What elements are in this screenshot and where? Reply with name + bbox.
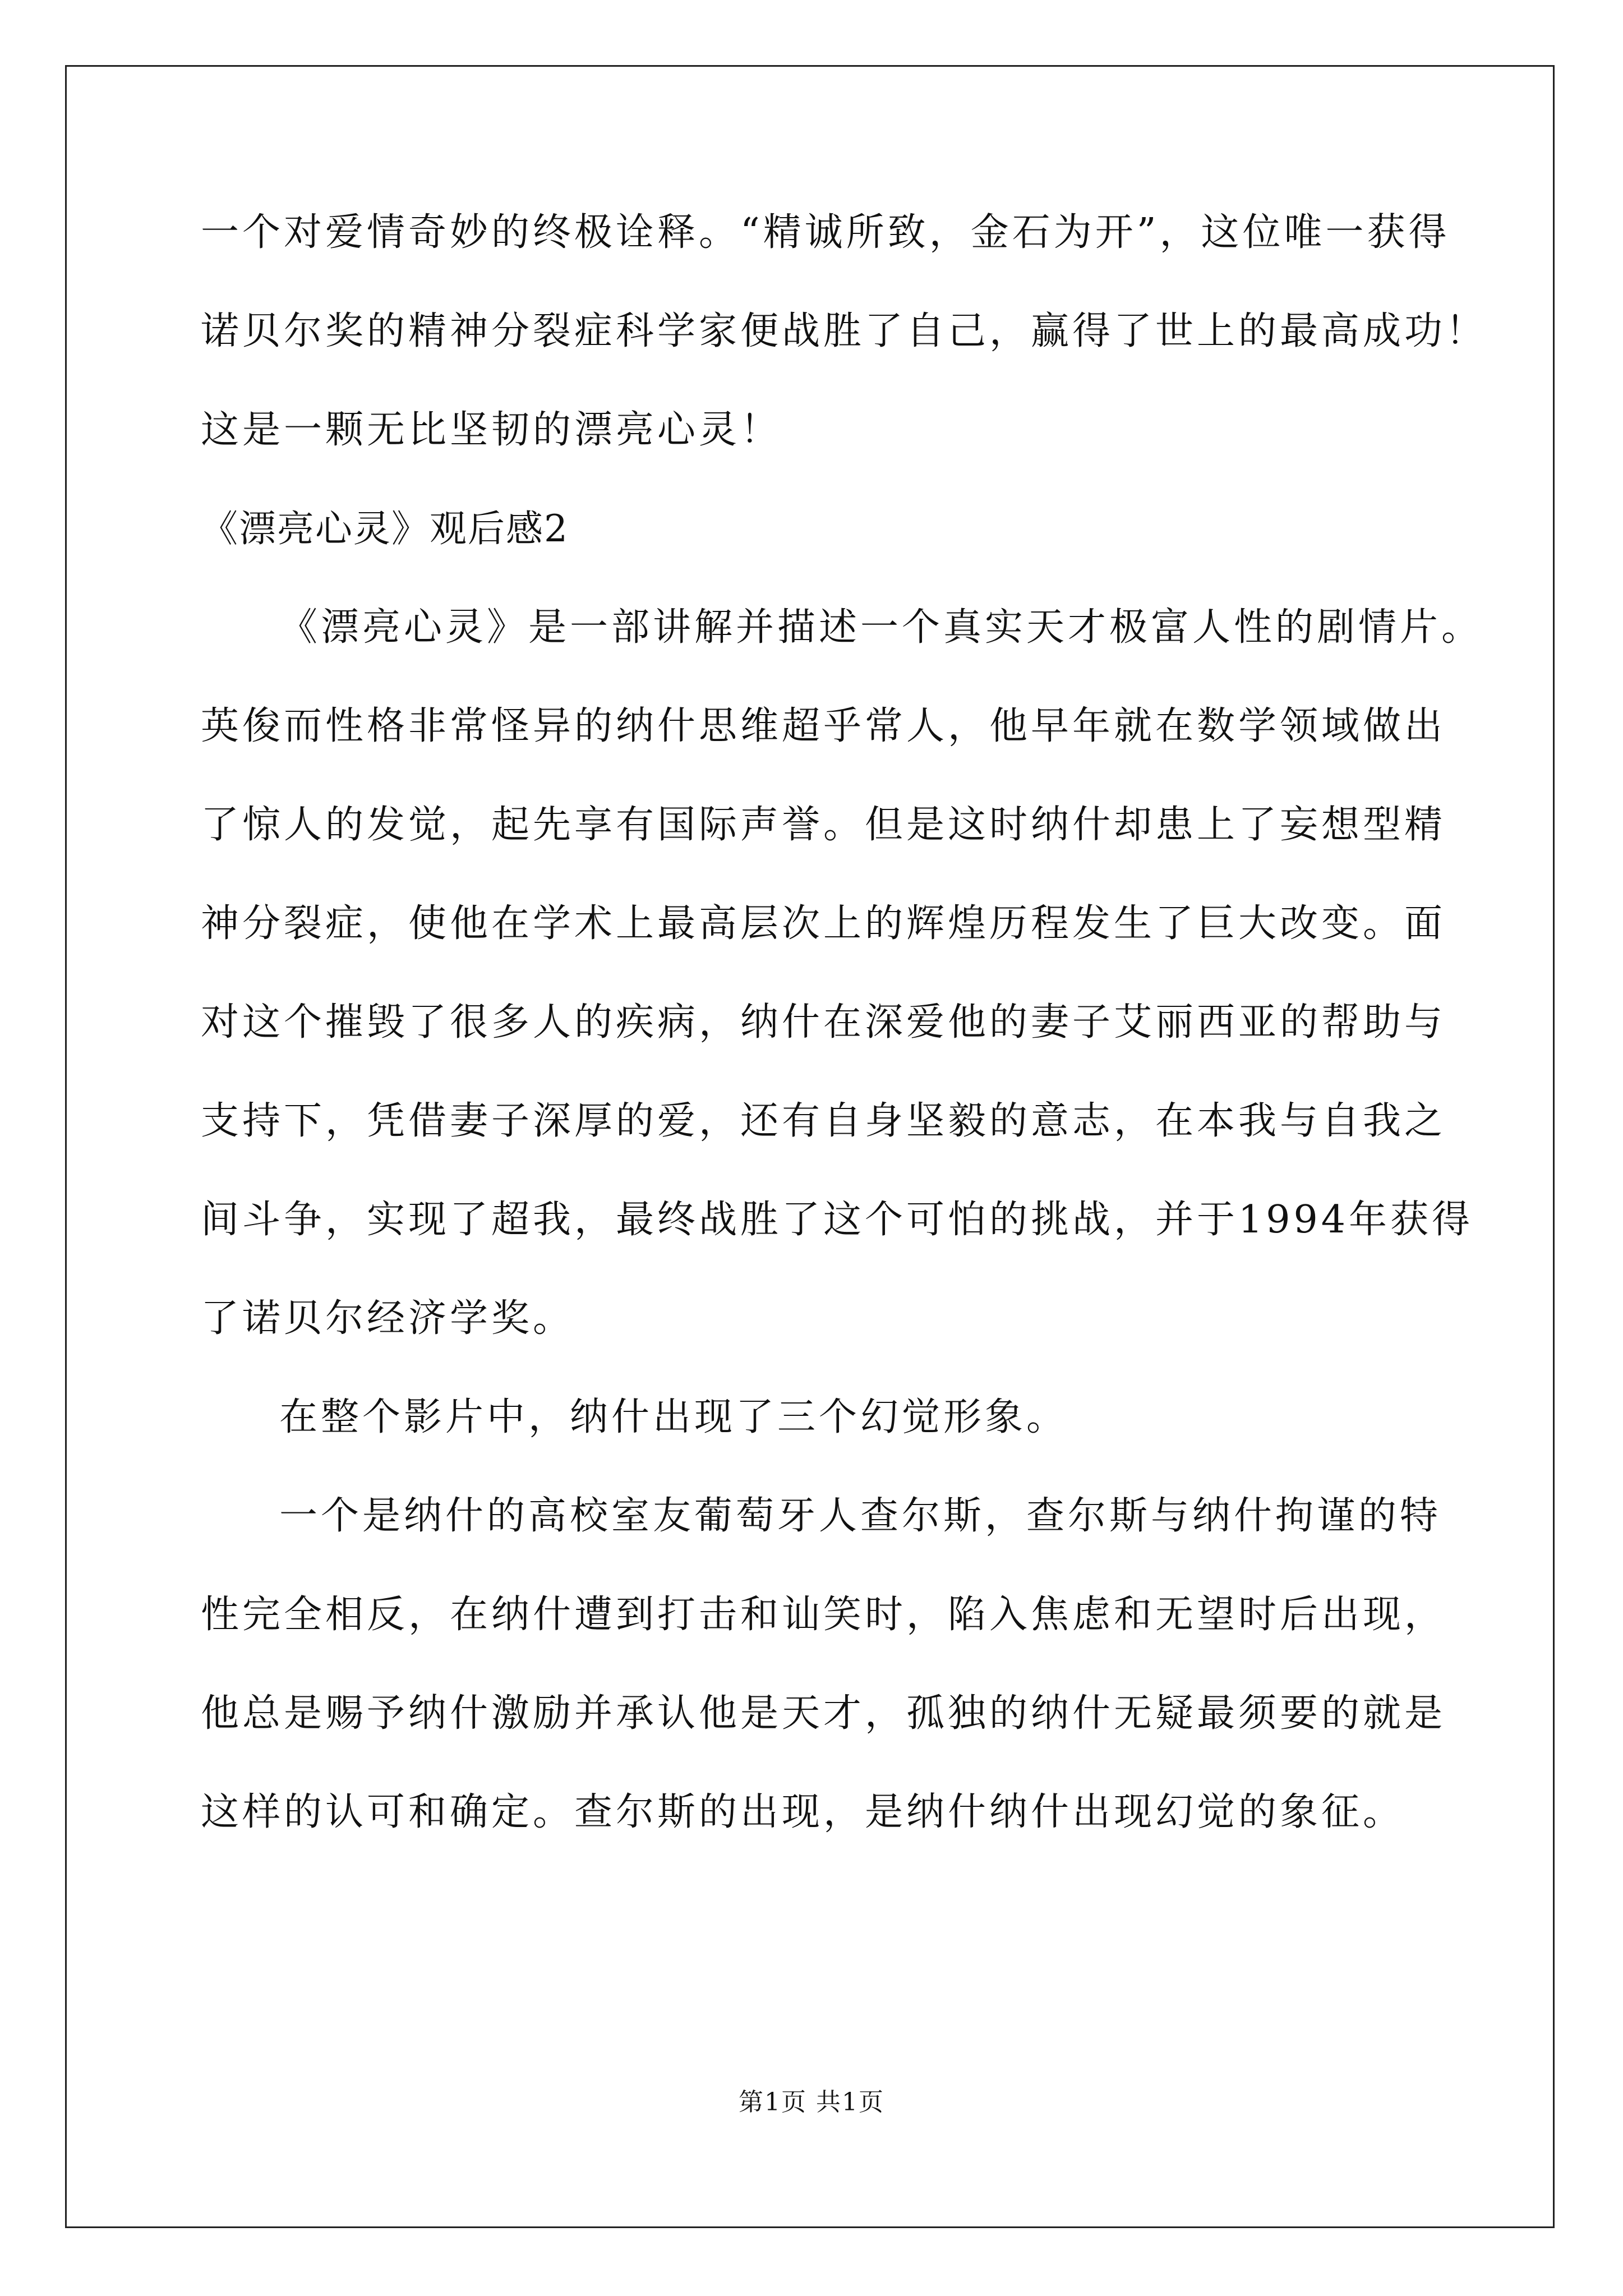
text-line: 这样的认可和确定。查尔斯的出现，是纳什纳什出现幻觉的象征。 bbox=[201, 1790, 1405, 1834]
text-line: 他总是赐予纳什激励并承认他是天才，孤独的纳什无疑最须要的就是 bbox=[201, 1691, 1446, 1736]
text-line: 诺贝尔奖的精神分裂症科学家便战胜了自己，赢得了世上的最高成功！ bbox=[201, 309, 1488, 353]
text-line: 一个对爱情奇妙的终极诠释。“精诚所致，金石为开”，这位唯一获得 bbox=[201, 210, 1450, 255]
text-line: 性完全相反，在纳什遭到打击和讪笑时，陷入焦虑和无望时后出现， bbox=[201, 1593, 1446, 1637]
text-line: 了诺贝尔经济学奖。 bbox=[201, 1296, 575, 1341]
text-line: 对这个摧毁了很多人的疾病，纳什在深爱他的妻子艾丽西亚的帮助与 bbox=[201, 1000, 1446, 1045]
text-line: 英俊而性格非常怪异的纳什思维超乎常人，他早年就在数学领域做出 bbox=[201, 704, 1446, 748]
paragraph-first-line: 在整个影片中，纳什出现了三个幻觉形象。 bbox=[279, 1395, 1068, 1439]
text-line: 神分裂症，使他在学术上最高层次上的辉煌历程发生了巨大改变。面 bbox=[201, 901, 1446, 946]
text-line: 了惊人的发觉，起先享有国际声誉。但是这时纳什却患上了妄想型精 bbox=[201, 803, 1446, 847]
text-line: 这是一颗无比坚韧的漂亮心灵！ bbox=[201, 408, 782, 452]
paragraph-first-line: 《漂亮心灵》是一部讲解并描述一个真实天才极富人性的剧情片。 bbox=[279, 605, 1483, 650]
page-number-footer: 第1页 共1页 bbox=[739, 2088, 884, 2116]
section-heading: 《漂亮心灵》观后感2 bbox=[201, 507, 569, 550]
paragraph-first-line: 一个是纳什的高校室友葡萄牙人查尔斯，查尔斯与纳什拘谨的特 bbox=[279, 1494, 1442, 1538]
text-line: 间斗争，实现了超我，最终战胜了这个可怕的挑战，并于1994年获得 bbox=[201, 1198, 1474, 1242]
document-body bbox=[201, 209, 1488, 1887]
text-line: 支持下，凭借妻子深厚的爱，还有自身坚毅的意志，在本我与自我之 bbox=[201, 1099, 1446, 1143]
